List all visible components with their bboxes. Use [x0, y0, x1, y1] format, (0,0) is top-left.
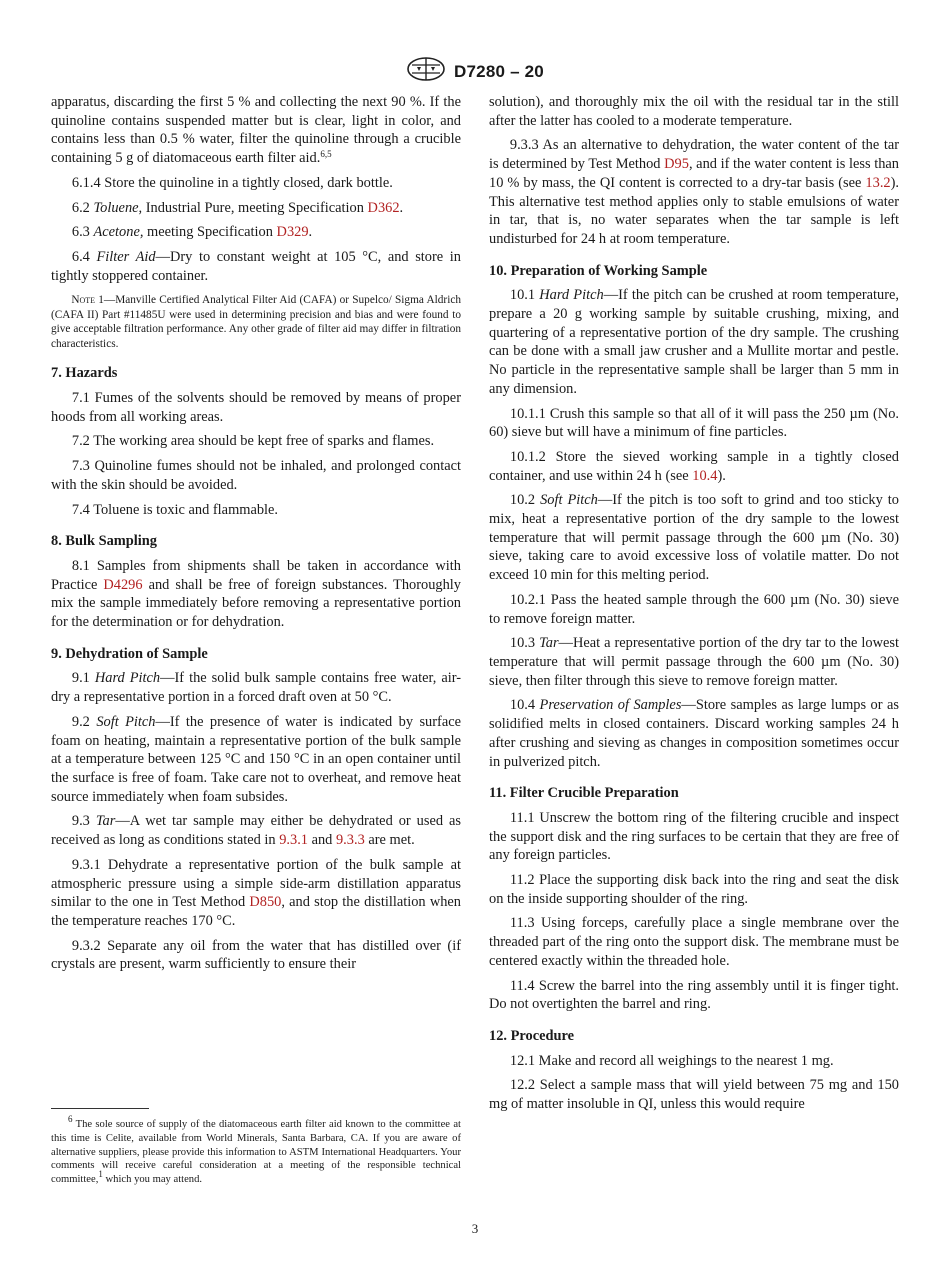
paragraph-10-2-1: 10.2.1 Pass the heated sample through the 600 µm (No. 30) sieve to remove foreign matter.: [489, 591, 899, 627]
link-9-3-3[interactable]: 9.3.3: [335, 832, 365, 849]
paragraph-10-2: 10.2 Soft Pitch—If the pitch is too soft to grind and too sticky to mix, heat a representative portion of the dry sample to the lowest temperature that will permit passage through the 600 µm (No. 30) sieve, taking care to avoid excessive loss of volatile matter. Do not exceed 10 min for this melting period.: [489, 492, 899, 584]
link-d4296[interactable]: D4296: [103, 576, 143, 593]
document-designation: D7280 – 20: [454, 61, 544, 81]
right-column: [489, 93, 899, 1120]
paragraph-9-3-3: 9.3.3 As an alternative to dehydration, the water content of the tar is determined by Test Method D95, and if the water content is less than 10 % by mass, the QI content is corrected to a dry-tar basis (see 13.2). This alternative test method applies only to stable emulsions of water in tar, that is, no water separates when the tar sample is left undisturbed for 24 h at room temperature.: [489, 137, 899, 247]
link-9-3-1[interactable]: 9.3.1: [279, 832, 308, 849]
section-heading-9: 9. Dehydration of Sample: [51, 645, 208, 662]
section-heading-10: 10. Preparation of Working Sample: [489, 262, 708, 279]
paragraph-7-1: 7.1 Fumes of the solvents should be removed by means of proper hoods from all working areas.: [51, 390, 461, 425]
paragraph-12-2: 12.2 Select a sample mass that will yield between 75 mg and 150 mg of matter insoluble in QI, unless this would require: [489, 1077, 899, 1113]
paragraph-7-2: 7.2 The working area should be kept free of sparks and flames.: [71, 433, 435, 450]
paragraph-10-1: 10.1 Hard Pitch—If the pitch can be crushed at room temperature, prepare a 20 g working sample by suitable crushing, mixing, and quartering of a representative portion of the dry sample. The crushing can be done with a small jaw crusher and a Mullite mortar and pestle. No particle in the representative sample shall be larger than 5 mm in any dimension.: [489, 287, 899, 397]
link-13-2[interactable]: 13.2: [865, 174, 891, 191]
paragraph-11-1: 11.1 Unscrew the bottom ring of the filtering crucible and inspect the support disk and the ring surfaces to be certain that they are free of any foreign particles.: [489, 809, 899, 864]
link-d329[interactable]: D329: [276, 224, 309, 241]
paragraph-10-1-1: 10.1.1 Crush this sample so that all of it will pass the 250 µm (No. 60) sieve but will have a minimum of fine particles.: [489, 405, 899, 441]
paragraph-8-1: 8.1 Samples from shipments shall be taken in accordance with Practice D4296 and shall be free of foreign substances. Thoroughly mix the sample immediately before removing a representative portion for the determination or for dehydration.: [51, 557, 461, 631]
paragraph-6-1-4: 6.1.4 Store the quinoline in a tightly closed, dark bottle.: [71, 174, 393, 191]
footnote-marker: 6,5: [320, 149, 332, 160]
footnote-divider: [51, 1108, 149, 1109]
paragraph-9-3-1: 9.3.1 Dehydrate a representative portion of the bulk sample at atmospheric pressure using a simple side-arm distillation apparatus similar to the one in Test Method D850, and stop the distillation when the temperature reaches 170 °C.: [51, 856, 461, 929]
section-heading-12: 12. Procedure: [489, 1027, 574, 1044]
paragraph-12-1: 12.1 Make and record all weighings to the nearest 1 mg.: [509, 1052, 834, 1069]
link-10-4[interactable]: 10.4: [692, 467, 718, 484]
paragraph-10-1-2: 10.1.2 Store the sieved working sample in a tightly closed container, and use within 24 h (see 10.4).: [489, 448, 899, 484]
left-column: [51, 93, 461, 980]
paragraph-continuation: apparatus, discarding the first 5 % and collecting the next 90 %. If the quinoline contains suspended matter but is clear, light in color, and contains less than 0.5 % water, filter the quinoline through a crucible containing 5 g of diatomaceous earth filter aid.$^{6,5}$: [51, 94, 461, 167]
page-header: [0, 56, 950, 87]
paragraph-7-3: 7.3 Quinoline fumes should not be inhaled, and prolonged contact with the skin should be avoided.: [51, 458, 461, 493]
link-d362[interactable]: D362: [367, 199, 400, 216]
link-d95[interactable]: D95: [664, 156, 689, 173]
paragraph-9-1: 9.1 Hard Pitch—If the solid bulk sample contains free water, air-dry a representative portion in a forced draft oven at 50 °C.: [51, 670, 461, 706]
footnote-6: $^6$ The sole source of supply of the diatomaceous earth filter aid known to the committee at this time is Celite, available from World Minerals, Santa Barbara, CA. If you are aware of alternative suppliers, please provide this information to ASTM International Headquarters. Your comments will receive careful consideration at a meeting of the responsible technical committee,$^1$ which you may attend.: [51, 1114, 461, 1186]
paragraph-9-3: 9.3 Tar—A wet tar sample may either be dehydrated or used as received as long as conditions stated in 9.3.1 and 9.3.3 are met.: [51, 813, 461, 849]
section-heading-11: 11. Filter Crucible Preparation: [489, 785, 679, 802]
paragraph-11-4: 11.4 Screw the barrel into the ring assembly until it is finger tight. Do not overtighten the barrel and ring.: [489, 977, 899, 1013]
link-d850[interactable]: D850: [249, 894, 282, 911]
paragraph-9-3-2: 9.3.2 Separate any oil from the water that has distilled over (if crystals are present, warm sufficiently to ensure their: [51, 937, 461, 973]
section-heading-7: 7. Hazards: [51, 365, 118, 382]
paragraph-9-3-2-continuation: solution), and thoroughly mix the oil with the residual tar in the still after the latter has cooled to a moderate temperature.: [489, 94, 899, 129]
paragraph-10-3: 10.3 Tar—Heat a representative portion of the dry tar to the lowest temperature that will permit passage through the 600 µm (No. 30) sieve, then filter through this sieve to remove foreign matter.: [489, 635, 899, 689]
paragraph-6-4: 6.4 Filter Aid—Dry to constant weight at 105 °C, and store in tightly stoppered container.: [51, 248, 461, 284]
paragraph-9-2: 9.2 Soft Pitch—If the presence of water is indicated by surface foam on heating, maintain a representative portion of the bulk sample at a temperature between 125 °C and 150 °C in an open container until the surface is free of foam. Take care not to overheat, and remove heat source immediately when foam subsides.: [51, 713, 461, 805]
paragraph-6-2: 6.2 Toluene, Industrial Pure, meeting Specification D362.: [71, 199, 404, 216]
section-heading-8: 8. Bulk Sampling: [51, 533, 157, 550]
paragraph-7-4: 7.4 Toluene is toxic and flammable.: [71, 501, 279, 518]
page-number: 3: [471, 1221, 479, 1236]
paragraph-11-3: 11.3 Using forceps, carefully place a single membrane over the threaded part of the ring onto the support disk. The membrane must be centered exactly within the threaded hole.: [489, 915, 899, 969]
paragraph-10-4: 10.4 Preservation of Samples—Store samples as large lumps or as solidified melts in closed containers. Discard working samples 24 h after crushing and sieving as changes in composition sometimes occur in pulverized pitch.: [489, 697, 899, 770]
note-1: Note 1—Manville Certified Analytical Filter Aid (CAFA) or Supelco/ Sigma Aldrich (CAFA II) Part #11485U were used in determining precision and bias and were found to give acceptable filtration performance. Any other grade of filter aid may differ in filtration characteristics.: [51, 294, 461, 350]
paragraph-6-3: 6.3 Acetone, meeting Specification D329.: [71, 224, 313, 241]
astm-logo-icon: [406, 56, 446, 87]
paragraph-11-2: 11.2 Place the supporting disk back into the ring and seat the disk on the inside supporting shoulder of the ring.: [489, 872, 899, 907]
